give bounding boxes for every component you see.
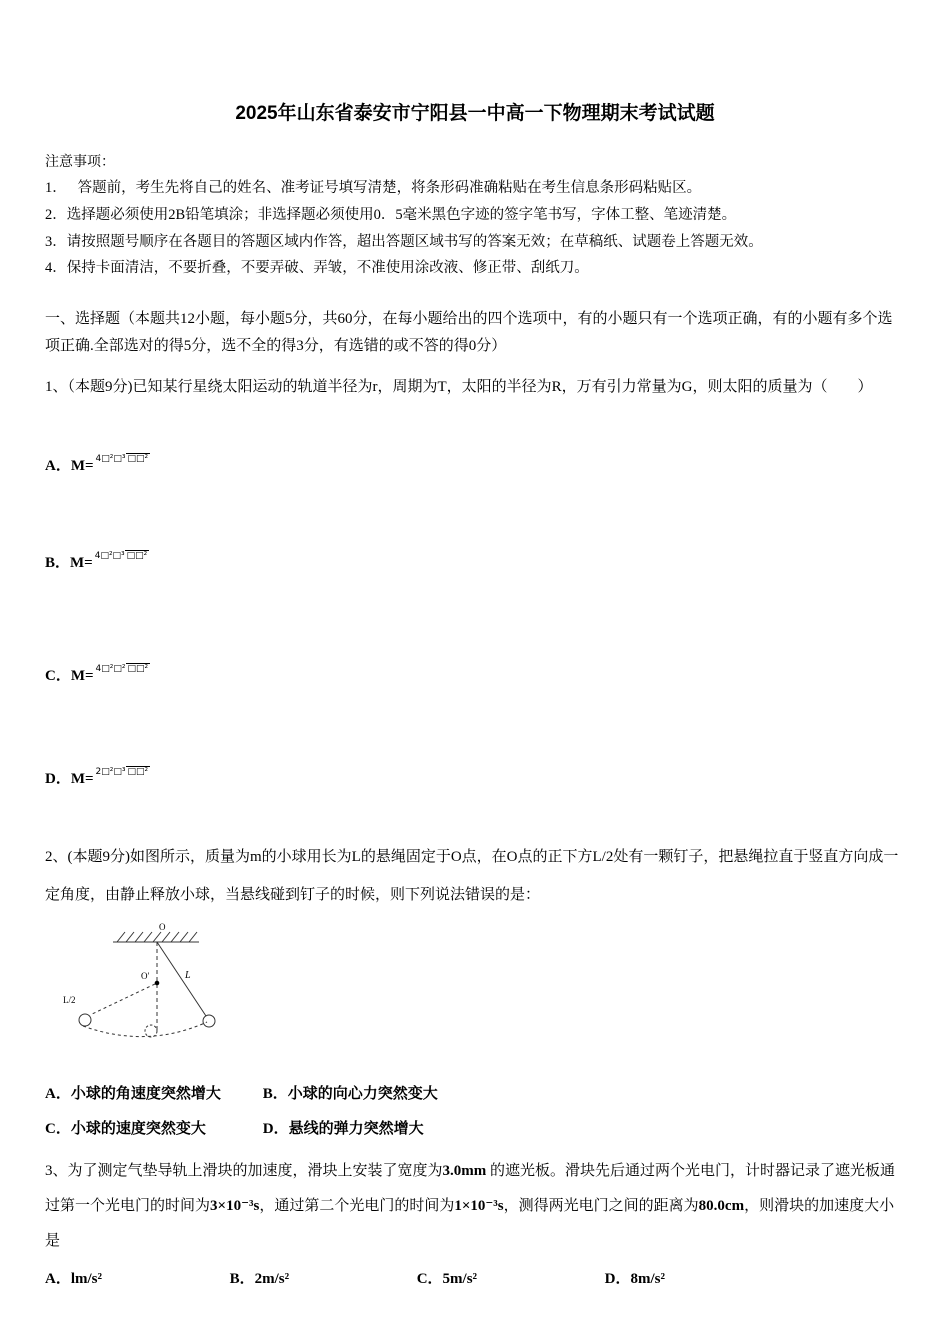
question-2-stem: 2、(本题9分)如图所示，质量为m的小球用长为L的悬绳固定于O点，在O点的正下方L/2处有一颗钉子，把悬绳拉直于竖直方向成一定角度，由静止释放小球，当悬线碰到钉子的时候，则下列说法错误的是： bbox=[45, 849, 899, 904]
ball-bottom bbox=[145, 1025, 157, 1037]
section-1-heading: 一、选择题（本题共12小题，每小题5分，共60分，在每小题给出的四个选项中，有的小题只有一个选项正确，有的小题有多个选项正确.全部选对的得5分，选不全的得3分，有选错的或不答的得0分） bbox=[45, 311, 893, 354]
question-2 bbox=[45, 838, 905, 1138]
nail-point bbox=[155, 980, 160, 985]
question-1-stem: 1、（本题9分)已知某行星绕太阳运动的轨道半径为r，周期为T，太阳的半径为R，万有引力常量为G，则太阳的质量为（ ） bbox=[45, 378, 873, 395]
nail-label: O′ bbox=[141, 970, 150, 981]
fraction-numerator: 4□²□³ bbox=[94, 551, 125, 562]
ball-right bbox=[203, 1015, 215, 1027]
fraction-numerator: 2□²□³ bbox=[95, 767, 126, 778]
page-title: 2025年山东省泰安市宁阳县一中高一下物理期末考试试题 bbox=[235, 103, 715, 124]
stem-text: 的遮光板。滑块先后通过两个光电门，计时器记录了遮光板通过第一个光电门的时间为 bbox=[45, 1162, 896, 1214]
stem-text: ，则滑块的加速度大小是 bbox=[45, 1197, 895, 1249]
fraction-denominator: □□² bbox=[127, 664, 149, 675]
question-3-option-d: D．8m/s² bbox=[604, 1271, 665, 1288]
notice-item: 1． 答题前，考生先将自己的姓名、准考证号填写清楚，将条形码准确粘贴在考生信息条形码粘贴区。 bbox=[45, 180, 702, 196]
notice-item: 4．保持卡面清洁，不要折叠，不要弄破、弄皱，不准使用涂改液、修正带、刮纸刀。 bbox=[45, 260, 589, 277]
half-length-label: L/2 bbox=[63, 994, 76, 1005]
half-radius-dashed-line bbox=[90, 984, 155, 1015]
notice-heading: 注意事项： bbox=[45, 155, 115, 170]
stem-value: 3×10⁻³s bbox=[210, 1197, 260, 1214]
fraction-denominator: □□² bbox=[127, 454, 149, 465]
fraction-numerator: 4□²□² bbox=[95, 664, 126, 675]
question-3-options bbox=[45, 1267, 665, 1288]
question-3-option-b: B．2m/s² bbox=[229, 1271, 290, 1288]
fraction-denominator: □□² bbox=[127, 767, 149, 778]
question-2-options-row-2 bbox=[45, 1117, 905, 1138]
ceiling-hatch bbox=[113, 932, 199, 942]
question-2-options bbox=[45, 1082, 905, 1138]
option-label: A．M= bbox=[45, 458, 94, 474]
stem-value: 1×10⁻³s bbox=[454, 1197, 504, 1214]
ball-left bbox=[79, 1014, 91, 1026]
question-3-stem bbox=[45, 1154, 905, 1260]
option-label: B．M= bbox=[45, 555, 93, 571]
question-3-option-a: A．lm/s² bbox=[45, 1271, 102, 1288]
question-2-options-row-1 bbox=[45, 1082, 905, 1103]
stem-text: ，通过第二个光电门的时间为 bbox=[259, 1197, 455, 1214]
fraction-denominator: □□² bbox=[126, 551, 148, 562]
notice-item: 3．请按照题号顺序在各题目的答题区域内作答，超出答题区域书写的答案无效；在草稿纸、试题卷上答题无效。 bbox=[45, 233, 763, 250]
pivot-label: O bbox=[159, 921, 166, 932]
notice-item: 2．选择题必须使用2B铅笔填涂；非选择题必须使用0．5毫米黑色字迹的签字笔书写，字体工整、笔迹清楚。 bbox=[45, 206, 737, 223]
formula-fraction bbox=[96, 767, 151, 778]
pendulum-figure bbox=[45, 921, 905, 1056]
notice-section bbox=[45, 151, 905, 282]
question-1-option-c bbox=[45, 664, 905, 685]
question-2-option-b: B．小球的向心力突然变大 bbox=[262, 1085, 438, 1102]
question-3 bbox=[45, 1154, 905, 1289]
pendulum-figure-svg bbox=[45, 921, 231, 1051]
formula-fraction bbox=[95, 551, 150, 562]
stem-text: ，测得两光电门之间的距离为 bbox=[503, 1197, 699, 1214]
question-1 bbox=[45, 373, 905, 788]
stem-value: 3.0mm bbox=[442, 1162, 487, 1179]
question-1-option-d bbox=[45, 767, 905, 788]
fraction-numerator: 4□²□³ bbox=[95, 454, 126, 465]
string-length-label: L bbox=[185, 969, 191, 981]
pendulum-string bbox=[157, 942, 206, 1016]
question-2-option-a: A．小球的角速度突然增大 bbox=[45, 1085, 221, 1102]
question-2-option-c: C．小球的速度突然变大 bbox=[45, 1120, 206, 1137]
question-1-option-b bbox=[45, 551, 905, 572]
question-2-option-d: D．悬线的弹力突然增大 bbox=[262, 1120, 424, 1137]
option-label: D．M= bbox=[45, 771, 94, 787]
question-3-option-c: C．5m/s² bbox=[416, 1271, 478, 1288]
stem-value: 80.0cm bbox=[698, 1197, 745, 1214]
question-1-option-a bbox=[45, 454, 905, 475]
formula-fraction bbox=[96, 454, 151, 465]
stem-text: 3、为了测定气垫导轨上滑块的加速度，滑块上安装了宽度为 bbox=[45, 1162, 443, 1179]
option-label: C．M= bbox=[45, 668, 94, 684]
formula-fraction bbox=[96, 664, 151, 675]
